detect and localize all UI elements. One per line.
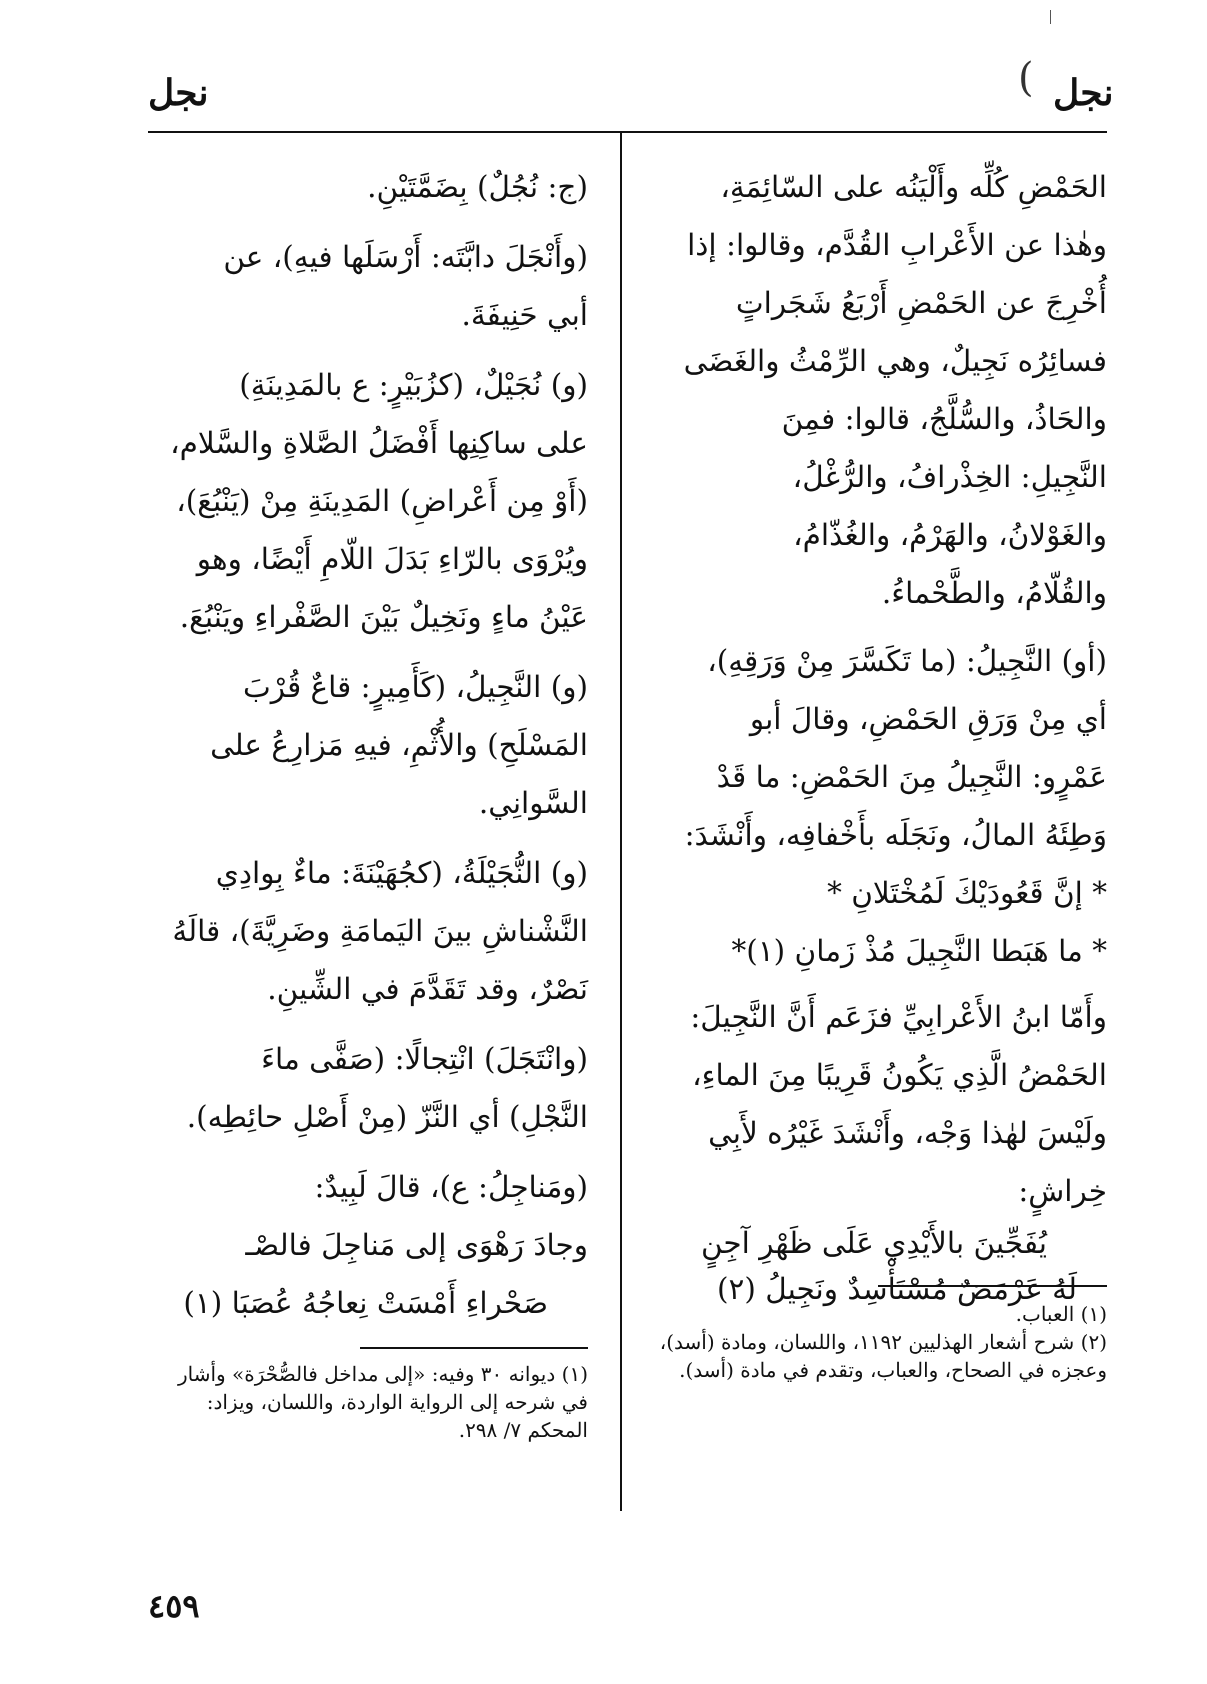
entry-line: وهٰذا عن الأَعْرابِ القُدَّم، وقالوا: إذا [687, 228, 1107, 262]
verse-line: صَحْراءِ أَمْسَتْ نِعاجُهُ عُصَبَا (١) [183, 1286, 548, 1320]
entry-line: أي مِنْ وَرَقِ الحَمْضِ، وقالَ أبو [749, 702, 1107, 736]
entry-line: نَصْرٌ، وقد تَقَدَّمَ في الشِّينِ. [267, 972, 588, 1006]
verse-line: وجادَ رَهْوَى إلى مَناجِلَ فالصْـ [245, 1228, 588, 1262]
page-number: ٤٥٩ [148, 1587, 200, 1625]
entry-line: (وأَنْجَلَ دابَّتَه: أَرْسَلَها فيهِ)، عن [223, 240, 588, 274]
entry-line: (أو) النَّجِيلُ: (ما تَكَسَّرَ مِنْ وَرَقِهِ)، [707, 644, 1107, 678]
entry-line: (و) النَّجِيلُ، (كَأَمِيرٍ: قاعٌ قُرْبَ [243, 670, 588, 704]
entry-line: الحَمْضُ الَّذِي يَكُونُ قَرِيبًا مِنَ الماءِ، [692, 1058, 1107, 1092]
entry-line: والحَاذُ، والسُّلَّجُ، قالوا: فمِنَ [781, 402, 1107, 436]
entry-line: والقُلّامُ، والطَّحْماءُ. [881, 576, 1107, 610]
entry-line: النَّجْلِ) أي النَّزّ (مِنْ أَصْلِ حائِطِه). [186, 1100, 588, 1134]
entry-line: وَطِئَهُ المالُ، ونَجَلَه بأَخْفافِه، وأَنْشَدَ: [684, 818, 1107, 852]
entry-line: النَّجِيلِ: الخِذْرافُ، والرُّغْلُ، [792, 460, 1107, 494]
entry-line: على ساكِنِها أَفْضَلُ الصَّلاةِ والسَّلام، [170, 426, 588, 460]
entry-line: النَّشْناشِ بينَ اليَمامَةِ وضَرِيَّةَ)، قالَهُ [172, 914, 588, 948]
entry-line: (ومَناجِلُ: ع)، قالَ لَبِيدٌ: [314, 1170, 588, 1204]
entry-line: (و) نُجَيْلٌ، (كزُبَيْرٍ: ع بالمَدِينَةِ) [239, 368, 588, 402]
column-divider [620, 133, 622, 1511]
margin-bracket-mark: ( [1018, 55, 1034, 101]
entry-line: (أَوْ مِن أَعْراضِ) المَدِينَةِ مِنْ (يَنْبُعَ)، [176, 484, 588, 518]
footnotes-left [148, 1360, 588, 1444]
headword-left: نجل [148, 72, 209, 114]
left-column [148, 158, 588, 1332]
footnote: (٢) شرح أشعار الهذليين ١١٩٢، واللسان، ومادة (أسد)، وعجزه في الصحاح، والعباب، وتقدم في مادة (أسد). [659, 1330, 1107, 1382]
entry-line: (و) النُّجَيْلَةُ، (كجُهَيْنَةَ: ماءٌ بِوادِي [215, 856, 588, 890]
verse-line: * إنَّ قَعُودَيْكَ لَمُخْتَلانِ * [827, 876, 1107, 910]
entry-line: ولَيْسَ لهٰذا وَجْه، وأَنْشَدَ غَيْرُه لأَبِي [708, 1116, 1107, 1150]
right-column [650, 158, 1107, 1312]
entry-line: السَّوانِي. [478, 786, 588, 820]
margin-tick [1050, 10, 1051, 24]
entry-line: المَسْلَحِ) والأُثْمِ، فيهِ مَزارِعُ على [210, 728, 588, 762]
footnote-rule-right [878, 1285, 1107, 1287]
verse-line: * ما هَبَطا النَّجِيلَ مُذْ زَمانِ (١)* [731, 934, 1107, 968]
entry-line: عَيْنُ ماءٍ ونَخِيلٌ بَيْنَ الصَّفْراءِ ويَنْبُعَ. [179, 600, 588, 634]
entry-line: وأَمّا ابنُ الأَعْرابِيِّ فزَعَم أَنَّ النَّجِيلَ: [690, 1000, 1107, 1034]
footnotes-right [650, 1300, 1107, 1384]
footnote: (١) ديوانه ٣٠ وفيه: «إلى مداخل فالصُّحْرَة» وأشار في شرحه إلى الرواية الواردة، واللسان، ويزاد: المحكم ٧/ ٢٩٨. [177, 1362, 588, 1442]
verse-line: لَهُ عَرْمَضٌ مُسْتَأْسِدٌ ونَجِيلُ (٢) [717, 1272, 1077, 1306]
entry-line: والغَوْلانُ، والهَرْمُ، والغُذّامُ، [793, 518, 1107, 552]
entry-line: عَمْرٍو: النَّجِيلُ مِنَ الحَمْضِ: ما قَدْ [716, 760, 1107, 794]
entry-line: (ج: نُجُلٌ) بِضَمَّتَيْنِ. [367, 170, 588, 204]
entry-line: فسائِرُه نَجِيلٌ، وهي الرِّمْثُ والغَضَى [683, 344, 1107, 378]
header-rule [148, 131, 1107, 133]
entry-line: الحَمْضِ كُلِّه وأَلْيَنُه على السّائِمَةِ، [720, 170, 1107, 204]
entry-line: خِراشٍ: [1018, 1174, 1107, 1208]
entry-line: (وانْتَجَلَ) انْتِجالًا: (صَفَّى ماءَ [261, 1042, 588, 1076]
verse-line: يُفَجِّينَ بالأَيْدِي عَلَى ظَهْرِ آجِنٍ [700, 1226, 1047, 1260]
entry-line: أُخْرِجَ عن الحَمْضِ أَرْبَعُ شَجَراتٍ [735, 286, 1107, 320]
footnote-rule-left [360, 1347, 588, 1349]
footnote: (١) العباب. [1015, 1302, 1107, 1326]
entry-line: أبي حَنِيفَةَ. [461, 298, 588, 332]
entry-line: ويُرْوَى بالرّاءِ بَدَلَ اللّامِ أَيْضًا، وهو [196, 542, 588, 576]
headword-right: نجل [1053, 72, 1114, 114]
